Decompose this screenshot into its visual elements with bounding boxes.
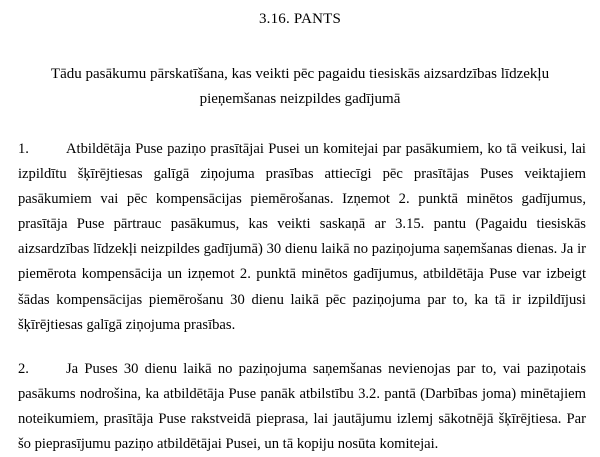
paragraph-text: Atbildētāja Puse paziņo prasītājai Pusei un komitejai par pasākumiem, ko tā veikusi, lai izpildītu šķīrējtiesas galīgā ziņojuma prasības attiecīgi pēc prasītājas Puses veiktajiem pasākumiem vai pēc kompensācijas piemērošanas. Izņemot 2. punktā minētos gadījumus, prasītāja Puse pārtrauc pasākumus, kas veikti saskaņā ar 3.15. pantu (Pagaidu tiesiskās aizsardzības līdzekļi neizpildes gadījumā) 30 dienu laikā no paziņojuma saņemšanas dienas. Ja ir piemērota kompensācija un izņemot 2. punktā minētos gadījumus, atbildētāja Puse var izbeigt šādas kompensācijas piemērošanu 30 dienu laikā pēc paziņojuma par to, ka tā ir izpildījusi šķīrējtiesas galīgā ziņojuma prasības. (18, 141, 586, 333)
paragraph-1 (18, 137, 586, 338)
paragraph-number: 2. (18, 361, 29, 377)
article-title: 3.16. PANTS (258, 11, 342, 27)
paragraph-number: 1. (18, 141, 29, 157)
article-subtitle: Tādu pasākumu pārskatīšana, kas veikti pēc pagaidu tiesiskās aizsardzības līdzekļu pieņemšanas neizpildes gadījumā (50, 66, 550, 107)
paragraph-text: Ja Puses 30 dienu laikā no paziņojuma saņemšanas nevienojas par to, vai paziņotais pasākums nodrošina, ka atbildētāja Puse panāk atbilstību 3.2. pantā (Darbības joma) minētajiem noteikumiem, prasītāja Puse rakstveidā pieprasa, lai jautājumu izlemj sākotnējā šķīrējtiesa. Par šo pieprasījumu paziņo atbildētājai Pusei, un tā kopiju nosūta komitejai. (18, 361, 586, 453)
paragraph-2 (18, 357, 586, 457)
